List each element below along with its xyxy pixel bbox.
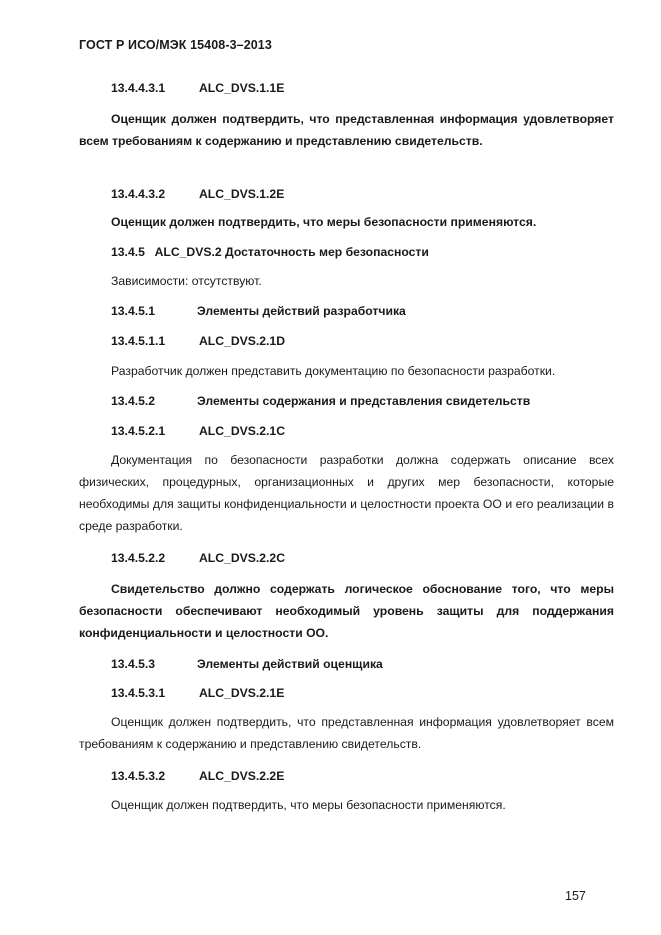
paragraph: Документация по безопасности разработки должна содержать описание всех физических, процедурных, организационных и других мер безопасности, которые необходимы для защиты конфиденциальности и целостности проекта ОО и его реализации в среде разработки.	[79, 453, 614, 533]
section-number: 13.4.5.2.2	[111, 551, 166, 565]
section-code: ALC_DVS.1.1E	[199, 81, 285, 95]
section-heading	[111, 81, 284, 95]
paragraph: Оценщик должен подтвердить, что представленная информация удовлетворяет всем требованиям к содержанию и представлению свидетельств.	[79, 112, 614, 148]
section-title: Элементы действий разработчика	[197, 304, 406, 318]
section-number: 13.4.5.2	[111, 394, 156, 408]
section-number: 13.4.5.3.1	[111, 686, 166, 700]
section-heading	[111, 657, 383, 671]
section-heading	[111, 304, 406, 318]
document-header: ГОСТ Р ИСО/МЭК 15408-3–2013	[79, 38, 272, 52]
section-heading	[111, 551, 285, 565]
section-title: Элементы действий оценщика	[197, 657, 383, 671]
paragraph: Оценщик должен подтвердить, что меры безопасности применяются.	[111, 798, 506, 812]
section-code: ALC_DVS.2.1D	[199, 334, 286, 348]
section-code: ALC_DVS.1.2E	[199, 187, 285, 201]
section-code: ALC_DVS.2.1C	[199, 424, 286, 438]
page-number: 157	[565, 889, 586, 903]
section-heading: 13.4.5 ALC_DVS.2 Достаточность мер безопасности	[111, 245, 429, 259]
section-heading	[111, 187, 284, 201]
section-code: ALC_DVS.2.1E	[199, 686, 285, 700]
section-heading	[111, 424, 285, 438]
paragraph: Свидетельство должно содержать логическое обоснование того, что меры безопасности обеспечивают необходимый уровень защиты для поддержания конфиденциальности и целостности ОО.	[79, 582, 614, 640]
section-number: 13.4.5.1.1	[111, 334, 166, 348]
paragraph: Оценщик должен подтвердить, что представленная информация удовлетворяет всем требованиям к содержанию и представлению свидетельств.	[79, 715, 614, 751]
section-code: ALC_DVS.2.2E	[199, 769, 285, 783]
section-number: 13.4.5.3.2	[111, 769, 166, 783]
section-number: 13.4.5.1	[111, 304, 156, 318]
section-title: Элементы содержания и представления свидетельств	[197, 394, 531, 408]
paragraph: Зависимости: отсутствуют.	[111, 274, 262, 288]
section-heading	[111, 769, 284, 783]
section-number: 13.4.4.3.2	[111, 187, 166, 201]
section-number: 13.4.5.3	[111, 657, 156, 671]
paragraph: Оценщик должен подтвердить, что меры безопасности применяются.	[111, 215, 537, 229]
section-code: ALC_DVS.2.2C	[199, 551, 286, 565]
paragraph: Разработчик должен представить документацию по безопасности разработки.	[111, 364, 556, 378]
section-number: 13.4.4.3.1	[111, 81, 166, 95]
section-number: 13.4.5.2.1	[111, 424, 166, 438]
section-heading	[111, 394, 530, 408]
section-heading	[111, 686, 284, 700]
section-heading	[111, 334, 285, 348]
